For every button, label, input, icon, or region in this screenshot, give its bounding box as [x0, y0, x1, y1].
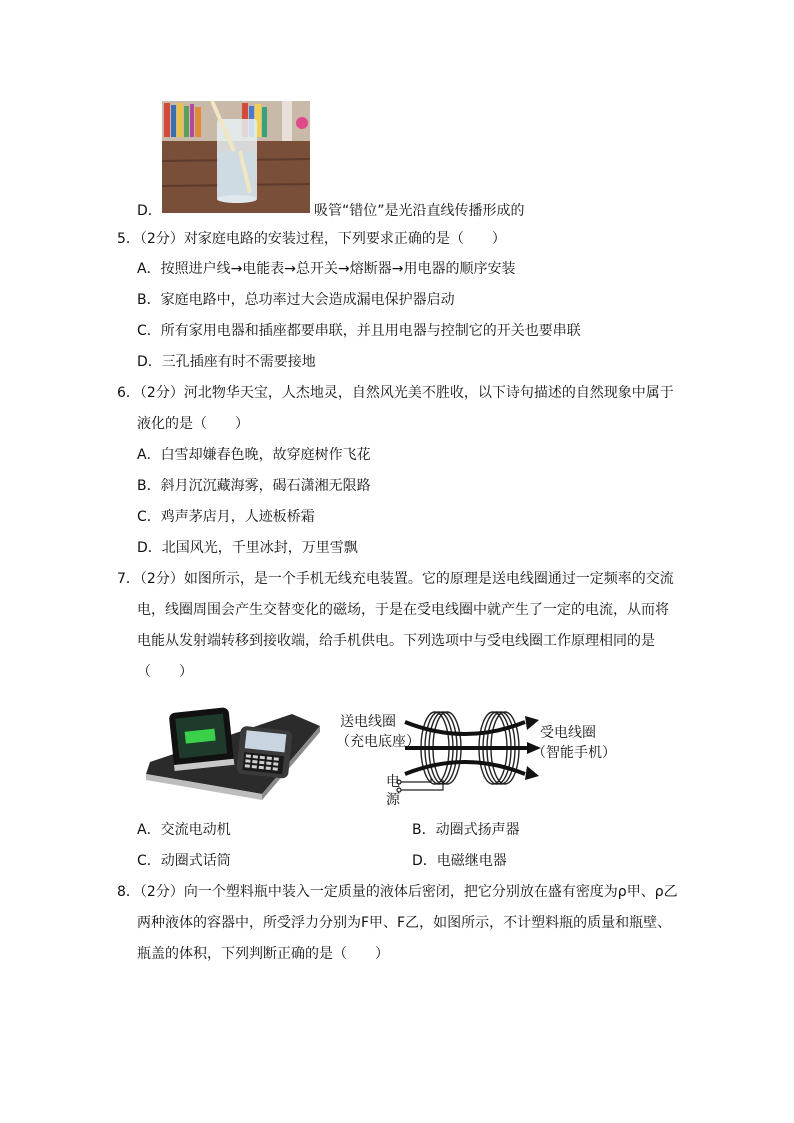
q5-option-a: A．按照进户线→电能表→总开关→熔断器→用电器的顺序安装: [137, 261, 516, 277]
q5-option-d: D．三孔插座有时不需要接地: [137, 354, 316, 370]
q6-option-b: B．斜月沉沉藏海雾，碣石潇湘无限路: [137, 478, 371, 494]
q4-option-d-text: 吸管“错位”是光沿直线传播形成的: [314, 203, 525, 219]
send-coil-label: 送电线圈: [340, 714, 396, 730]
q6-option-c: C．鸡声茅店月，人迹板桥霜: [137, 509, 315, 525]
recv-coil-sublabel: （智能手机）: [532, 745, 616, 761]
wireless-charger-photo: [142, 704, 322, 800]
q7-option-b: B．动圈式扬声器: [412, 822, 520, 838]
q8-stem-line2: 两种液体的容器中，所受浮力分别为F甲、F乙，如图所示，不计塑料瓶的质量和瓶壁、: [137, 915, 672, 931]
q7-stem-line4: （ ）: [137, 664, 193, 680]
q4-option-d-label: D．: [137, 203, 162, 219]
straw-in-glass-photo: [162, 101, 310, 213]
q7-stem-line2: 电，线圈周围会产生交替变化的磁场，于是在受电线圈中就产生了一定的电流，从而将: [137, 602, 669, 618]
q5-option-c: C．所有家用电器和插座都要串联，并且用电器与控制它的开关也要串联: [137, 323, 581, 339]
q7-stem-line3: 电能从发射端转移到接收端，给手机供电。下列选项中与受电线圈工作原理相同的是: [137, 633, 655, 649]
q6-stem-line1: 6．（2分）河北物华天宝，人杰地灵，自然风光美不胜收，以下诗句描述的自然现象中属于: [117, 385, 674, 401]
q8-stem-line1: 8．（2分）向一个塑料瓶中装入一定质量的液体后密闭，把它分别放在盛有密度为ρ甲、ρ乙: [117, 884, 678, 900]
q6-stem-line2: 液化的是（ ）: [137, 416, 249, 432]
q6-option-a: A．白雪却嫌春色晚，故穿庭树作飞花: [137, 447, 371, 463]
q5-stem: 5．（2分）对家庭电路的安装过程，下列要求正确的是（ ）: [117, 231, 506, 247]
power-source-label-1: 电: [386, 774, 400, 790]
q7-stem-line1: 7．（2分）如图所示，是一个手机无线充电装置。它的原理是送电线圈通过一定频率的交流: [117, 571, 674, 587]
q8-stem-line3: 瓶盖的体积，下列判断正确的是（ ）: [137, 946, 389, 962]
q6-option-d: D．北国风光，千里冰封，万里雪飘: [137, 540, 358, 556]
q7-option-c: C．动圈式话筒: [137, 853, 231, 869]
q7-option-d: D．电磁继电器: [412, 853, 507, 869]
send-coil-sublabel: （充电底座）: [336, 734, 420, 750]
recv-coil-label: 受电线圈: [540, 725, 596, 741]
q5-option-b: B．家庭电路中，总功率过大会造成漏电保护器启动: [137, 292, 455, 308]
q7-option-a: A．交流电动机: [137, 822, 231, 838]
power-source-label-2: 源: [386, 792, 400, 808]
